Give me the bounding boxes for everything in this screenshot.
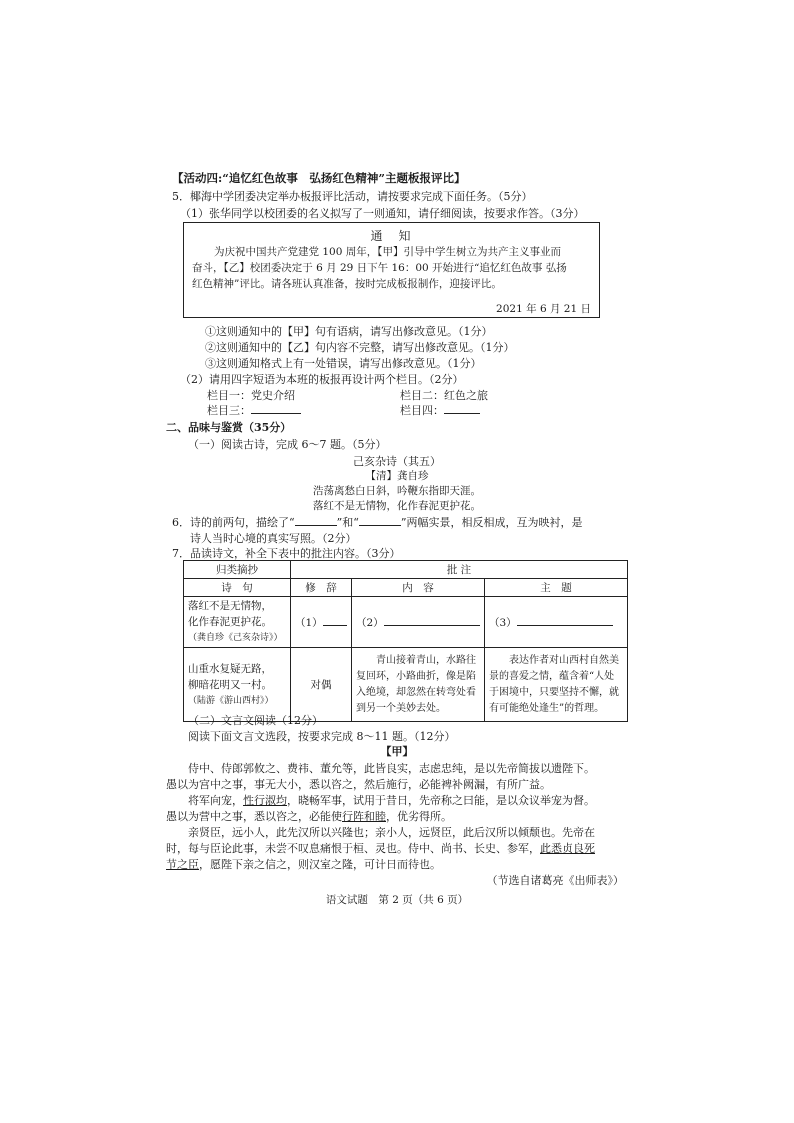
table-row <box>184 648 628 722</box>
column-3-row <box>207 402 301 418</box>
notice-title: 通 知 <box>370 229 413 243</box>
table-col-content: 内 容 <box>352 579 485 597</box>
row-2-content: 青山接着青山，水路往复回环，小路曲折，像是陷入绝境，却忽然在转弯处看到另一个美妙去处。 <box>352 648 485 722</box>
passage-p3-line-2 <box>166 840 595 856</box>
passage-p3-line-1: 亲贤臣，远小人，此先汉所以兴隆也；亲小人，远贤臣，此后汉所以倾颓也。先帝在 <box>188 826 595 839</box>
p3-l3-text-b: ，愿陛下亲之信之，则汉室之隆，可计日而待也。 <box>199 858 441 871</box>
question-5-stem: 5．椰海中学团委决定举办板报评比活动，请按要求完成下面任务。（5分） <box>172 190 533 203</box>
row-1-rhetoric-label: （1） <box>295 616 323 629</box>
question-6-blank-2[interactable] <box>359 515 401 526</box>
question-7: 7．品读诗文，补全下表中的批注内容。（3分） <box>172 547 401 560</box>
page-footer: 语文试题 第 2 页（共 6 页） <box>325 894 469 906</box>
table-header-excerpt: 归类摘抄 <box>184 561 291 579</box>
p2-l1-text-b: ，晓畅军事，试用于昔日，先帝称之曰能，是以众议举宠为督。 <box>287 794 595 807</box>
row-2-source: （陆游《游山西村》） <box>188 695 274 706</box>
question-5-sub2: （2）请用四字短语为本班的板报再设计两个栏目。（2分） <box>180 373 464 386</box>
row-1-theme <box>485 597 628 648</box>
poem-author: 【清】龚自珍 <box>365 470 429 482</box>
p2-l2-underlined: 行阵和睦 <box>342 810 386 823</box>
question-5-item-1: ①这则通知中的【甲】句有语病，请写出修改意见。（1分） <box>205 325 493 338</box>
p2-l2-text-b: ，优劣得所。 <box>386 810 452 823</box>
row-2-theme: 表达作者对山西村自然美景的喜爱之情，蕴含着“人处于困境中，只要坚持不懈，就有可能绝处逢生”的哲理。 <box>485 648 628 722</box>
row-1-theme-blank[interactable] <box>517 615 613 626</box>
poem-line-1: 浩荡离愁白日斜，吟鞭东指即天涯。 <box>313 485 481 497</box>
row-1-rhetoric <box>291 597 352 648</box>
question-5-item-3: ③这则通知格式上有一处错误，请写出修改意见。（1分） <box>205 357 482 370</box>
question-5-item-2: ②这则通知中的【乙】句内容不完整，请写出修改意见。（1分） <box>205 341 515 354</box>
column-4-row <box>400 402 480 418</box>
p2-l1-underlined: 性行淑均 <box>243 794 287 807</box>
part-2-title: （二）文言文阅读（12分） <box>188 714 323 727</box>
part-2-intro: 阅读下面文言文选段，按要求完成 8～11 题。（12分） <box>188 730 456 743</box>
notice-date: 2021 年 6 月 21 日 <box>496 303 591 315</box>
notice-box <box>183 222 600 318</box>
section-2-title: 二、品味与鉴赏（35分） <box>166 421 292 434</box>
row-1-theme-label: （3） <box>489 616 517 629</box>
question-6-part-c: ”两幅实景，相反相成，互为映衬，是 <box>400 516 583 529</box>
table-col-verse: 诗 句 <box>184 579 291 597</box>
activity-title: 【活动四:“追忆红色故事 弘扬红色精神”主题板报评比】 <box>172 171 466 185</box>
column-1: 栏目一：党史介绍 <box>207 389 295 402</box>
question-6-line-1 <box>172 514 583 530</box>
row-1-verse <box>184 597 291 648</box>
passage-label-jia: 【甲】 <box>380 745 414 758</box>
question-6-part-b: ”和“ <box>336 516 359 529</box>
row-1-source: （龚自珍《己亥杂诗》） <box>188 633 283 643</box>
part-1-intro: （一）阅读古诗，完成 6～7 题。（5分） <box>188 438 387 451</box>
p3-l2-underlined: 此悉贞良死 <box>540 842 595 855</box>
passage-p2-line-1 <box>188 792 595 808</box>
passage-p3-line-3 <box>166 856 441 872</box>
p2-l2-text-a: 愚以为营中之事，悉以咨之，必能使 <box>166 810 342 823</box>
column-3-blank[interactable] <box>251 403 301 414</box>
row-1-rhetoric-blank[interactable] <box>323 615 347 626</box>
row-2-verse-line-1: 山重水复疑无路， <box>188 662 272 675</box>
notice-line-1: 为庆祝中国共产党建党 100 周年，【甲】引导中学生树立为共产主义事业而 <box>214 246 561 258</box>
question-5-sub1: （1）张华同学以校团委的名义拟写了一则通知，请仔细阅读，按要求作答。（3分） <box>180 207 585 220</box>
question-6-part-a: 6．诗的前两句，描绘了“ <box>172 516 295 529</box>
row-2-rhetoric: 对偶 <box>291 648 352 722</box>
passage-p2-line-2 <box>166 808 452 824</box>
question-6-blank-1[interactable] <box>295 515 337 526</box>
table-col-rhetoric: 修 辞 <box>291 579 352 597</box>
p3-l3-underlined: 节之臣 <box>166 858 199 871</box>
annotation-table <box>183 560 628 722</box>
row-1-verse-line-1: 落红不是无情物， <box>188 600 272 612</box>
p2-l1-text-a: 将军向宠， <box>188 794 243 807</box>
column-3-label: 栏目三： <box>207 404 251 417</box>
notice-line-3: 红色精神”评比。请各班认真准备，按时完成板报制作，迎接评比。 <box>192 278 502 290</box>
row-1-verse-line-2: 化作春泥更护花。 <box>188 616 272 628</box>
poem-title: 己亥杂诗（其五） <box>353 455 441 468</box>
table-col-theme: 主 题 <box>485 579 628 597</box>
row-1-content <box>352 597 485 648</box>
passage-p1-line-2: 愚以为宫中之事，事无大小，悉以咨之，然后施行，必能裨补阙漏，有所广益。 <box>166 778 551 791</box>
passage-source: （节选自诸葛亮《出师表》） <box>486 874 624 887</box>
column-4-label: 栏目四： <box>400 404 444 417</box>
row-2-verse-line-2: 柳暗花明又一村。 <box>188 678 272 691</box>
row-1-content-blank[interactable] <box>384 615 480 626</box>
column-4-blank[interactable] <box>444 403 480 414</box>
notice-line-2: 奋斗，【乙】校团委决定于 6 月 29 日下午 16：00 开始进行“追忆红色故事 弘扬 <box>192 262 567 274</box>
row-2-verse <box>184 648 291 722</box>
p3-l2-text-a: 时，每与臣论此事，未尝不叹息痛恨于桓、灵也。侍中、尚书、长史、参军， <box>166 842 540 855</box>
table-row <box>184 597 628 648</box>
column-2: 栏目二：红色之旅 <box>400 389 488 402</box>
question-6-line-2: 诗人当时心境的真实写照。（2分） <box>190 532 357 545</box>
poem-line-2: 落红不是无情物，化作春泥更护花。 <box>313 500 481 512</box>
table-header-annotation: 批 注 <box>291 561 628 579</box>
row-1-content-label: （2） <box>356 616 384 629</box>
passage-p1-line-1: 侍中、侍郎郭攸之、费祎、董允等，此皆良实，志虑忠纯，是以先帝简拔以遗陛下。 <box>188 762 595 775</box>
